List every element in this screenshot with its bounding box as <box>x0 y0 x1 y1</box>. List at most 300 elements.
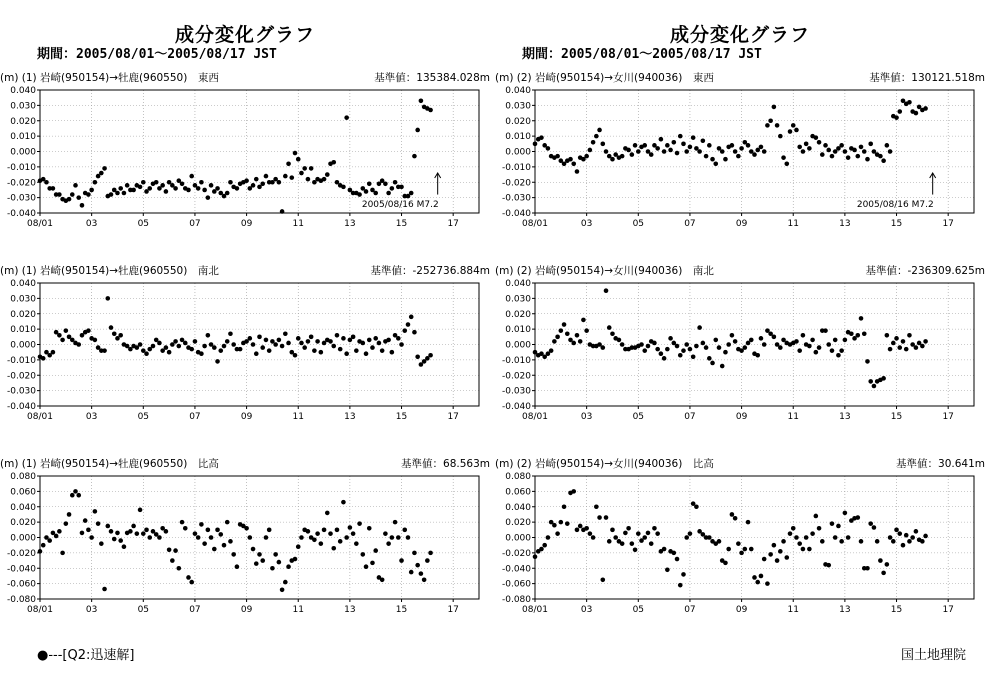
data-point <box>571 489 576 494</box>
data-point <box>730 333 735 338</box>
data-point <box>406 535 411 540</box>
data-point <box>642 535 647 540</box>
data-point <box>684 535 689 540</box>
data-point <box>93 180 98 185</box>
y-tick-label: -0.020 <box>6 548 36 559</box>
data-point <box>797 348 802 353</box>
data-point <box>351 335 356 340</box>
data-point <box>280 587 285 592</box>
data-point <box>665 347 670 352</box>
reference-value: 基準値：68.563m <box>401 458 490 470</box>
data-point <box>209 535 214 540</box>
data-point <box>177 566 182 571</box>
data-point <box>383 181 388 186</box>
data-point <box>836 524 841 529</box>
data-point <box>131 524 136 529</box>
data-point <box>415 128 420 133</box>
x-tick-label: 05 <box>632 219 645 229</box>
y-tick-label: -0.010 <box>501 355 531 366</box>
data-point <box>86 528 91 533</box>
data-point <box>678 353 683 358</box>
data-point <box>888 535 893 540</box>
data-point <box>251 183 256 188</box>
data-point <box>183 526 188 531</box>
data-point <box>733 339 738 344</box>
data-point <box>881 158 886 163</box>
data-point <box>415 563 420 568</box>
data-point <box>105 296 110 301</box>
y-tick-label: -0.010 <box>501 162 531 173</box>
data-point <box>370 561 375 566</box>
x-tick-label: 15 <box>890 412 903 422</box>
x-tick-label: 13 <box>344 605 356 615</box>
data-point <box>399 558 404 563</box>
data-point <box>675 344 680 349</box>
data-point <box>797 145 802 150</box>
data-point <box>826 563 831 568</box>
data-point <box>225 520 230 525</box>
x-tick-label: 07 <box>189 412 201 422</box>
data-point <box>64 521 69 526</box>
data-point <box>591 140 596 145</box>
data-point <box>283 174 288 179</box>
data-point <box>555 335 560 340</box>
data-point <box>419 98 424 103</box>
data-point <box>597 128 602 133</box>
data-point <box>878 558 883 563</box>
data-point <box>341 500 346 505</box>
data-point <box>555 531 560 536</box>
data-point <box>594 504 599 509</box>
data-point <box>390 350 395 355</box>
data-point <box>164 529 169 534</box>
data-point <box>907 333 912 338</box>
data-point <box>215 359 220 364</box>
data-point <box>386 338 391 343</box>
data-point <box>212 547 217 552</box>
data-point <box>351 531 356 536</box>
data-point <box>251 342 256 347</box>
data-point <box>833 338 838 343</box>
data-point <box>581 318 586 323</box>
data-point <box>920 539 925 544</box>
data-point <box>189 174 194 179</box>
data-point <box>752 152 757 157</box>
data-point <box>584 526 589 531</box>
data-point <box>597 515 602 520</box>
data-point <box>277 338 282 343</box>
data-point <box>280 209 285 214</box>
data-point <box>772 105 777 110</box>
data-point <box>373 336 378 341</box>
data-point <box>668 336 673 341</box>
x-tick-label: 03 <box>580 605 593 615</box>
data-point <box>855 333 860 338</box>
y-tick-label: 0.020 <box>10 518 36 529</box>
x-tick-label: 17 <box>942 219 954 229</box>
data-point <box>70 493 75 498</box>
data-point <box>762 149 767 154</box>
data-point <box>620 154 625 159</box>
data-point <box>730 143 735 148</box>
data-point <box>697 149 702 154</box>
data-point <box>600 577 605 582</box>
y-tick-label: 0.000 <box>10 340 36 351</box>
y-tick-label: -0.040 <box>6 209 36 219</box>
data-point <box>681 348 686 353</box>
data-point <box>357 521 362 526</box>
data-point <box>102 348 107 353</box>
data-point <box>99 541 104 546</box>
data-point <box>60 551 65 556</box>
y-tick-label: 0.000 <box>505 533 531 544</box>
data-point <box>775 558 780 563</box>
data-point <box>768 118 773 123</box>
data-point <box>293 353 298 358</box>
data-point <box>244 526 249 531</box>
data-point <box>630 541 635 546</box>
x-tick-label: 08/01 <box>522 605 548 615</box>
data-point <box>419 571 424 576</box>
data-point <box>588 148 593 153</box>
x-tick-label: 17 <box>447 412 459 422</box>
data-point <box>202 188 207 193</box>
data-point <box>254 561 259 566</box>
data-point <box>749 338 754 343</box>
data-point <box>746 143 751 148</box>
data-point <box>331 546 336 551</box>
data-point <box>141 531 146 536</box>
data-point <box>199 180 204 185</box>
y-tick-label: 0.010 <box>505 132 531 143</box>
data-point <box>367 526 372 531</box>
data-point <box>173 339 178 344</box>
data-point <box>914 529 919 534</box>
data-point <box>665 143 670 148</box>
data-point <box>691 135 696 140</box>
data-point <box>47 538 52 543</box>
data-point <box>115 191 120 196</box>
x-tick-label: 03 <box>85 219 98 229</box>
data-point <box>51 186 56 191</box>
data-point <box>122 191 127 196</box>
data-point <box>322 528 327 533</box>
y-tick-label: 0.000 <box>505 147 531 158</box>
x-tick-label: 11 <box>292 219 304 229</box>
x-tick-label: 13 <box>839 412 851 422</box>
data-point <box>781 539 786 544</box>
data-point <box>707 143 712 148</box>
x-tick-label: 05 <box>137 219 150 229</box>
data-point <box>865 566 870 571</box>
data-point <box>341 336 346 341</box>
panel-l1 <box>0 70 490 240</box>
data-point <box>568 157 573 162</box>
data-point <box>784 555 789 560</box>
x-tick-label: 08/01 <box>27 605 53 615</box>
data-point <box>64 328 69 333</box>
data-point <box>894 336 899 341</box>
data-point <box>539 135 544 140</box>
x-tick-label: 09 <box>735 605 748 615</box>
x-tick-label: 07 <box>684 605 696 615</box>
data-point <box>344 115 349 120</box>
data-point <box>549 348 554 353</box>
data-point <box>726 547 731 552</box>
data-point <box>765 581 770 586</box>
data-point <box>118 333 123 338</box>
data-point <box>73 183 78 188</box>
data-point <box>759 574 764 579</box>
data-point <box>73 489 78 494</box>
data-point <box>778 549 783 554</box>
data-point <box>41 543 46 548</box>
x-tick-label: 09 <box>240 412 253 422</box>
data-point <box>881 571 886 576</box>
data-point <box>254 177 259 182</box>
data-point <box>652 341 657 346</box>
data-point <box>852 148 857 153</box>
data-point <box>306 177 311 182</box>
data-point <box>202 344 207 349</box>
data-point <box>173 548 178 553</box>
data-point <box>57 192 62 197</box>
data-point <box>302 345 307 350</box>
left-column <box>0 0 490 640</box>
data-point <box>591 535 596 540</box>
data-point <box>684 149 689 154</box>
y-tick-label: -0.040 <box>501 564 531 575</box>
data-point <box>257 335 262 340</box>
scatter-plot-r2 <box>495 279 985 444</box>
data-point <box>678 583 683 588</box>
data-point <box>659 137 664 142</box>
data-point <box>907 539 912 544</box>
data-point <box>552 339 557 344</box>
x-tick-label: 15 <box>395 605 408 615</box>
x-tick-label: 07 <box>684 219 696 229</box>
x-tick-label: 11 <box>787 605 799 615</box>
data-point <box>189 347 194 352</box>
data-point <box>248 336 253 341</box>
data-point <box>102 166 107 171</box>
data-point <box>626 148 631 153</box>
data-point <box>138 508 143 513</box>
data-point <box>891 341 896 346</box>
x-tick-label: 17 <box>447 605 459 615</box>
panel-title: (m) (1) 岩崎(950154)→牡鹿(960550) 比高 <box>0 458 219 470</box>
data-point <box>215 528 220 533</box>
data-point <box>801 333 806 338</box>
panel-r1 <box>495 70 985 240</box>
data-point <box>70 192 75 197</box>
y-tick-label: 0.000 <box>505 340 531 351</box>
data-point <box>157 535 162 540</box>
data-point <box>559 520 564 525</box>
data-point <box>315 339 320 344</box>
data-point <box>768 552 773 557</box>
data-point <box>402 328 407 333</box>
data-point <box>76 342 81 347</box>
data-point <box>364 189 369 194</box>
x-tick-label: 11 <box>292 412 304 422</box>
legend-text: ●---[Q2:迅速解] <box>37 648 135 663</box>
data-point <box>325 172 330 177</box>
data-point <box>807 344 812 349</box>
data-point <box>891 539 896 544</box>
data-point <box>164 189 169 194</box>
data-point <box>814 514 819 519</box>
data-point <box>225 191 230 196</box>
data-point <box>755 580 760 585</box>
data-point <box>600 142 605 147</box>
data-point <box>428 551 433 556</box>
data-point <box>620 541 625 546</box>
data-point <box>720 364 725 369</box>
data-point <box>910 535 915 540</box>
data-point <box>791 123 796 128</box>
data-point <box>830 348 835 353</box>
x-tick-label: 09 <box>240 219 253 229</box>
data-point <box>425 558 430 563</box>
data-point <box>354 541 359 546</box>
data-point <box>186 188 191 193</box>
data-point <box>826 342 831 347</box>
data-point <box>904 533 909 538</box>
data-point <box>57 333 62 338</box>
y-tick-label: -0.010 <box>6 355 36 366</box>
chart-sheet-title: 成分変化グラフ <box>174 24 315 46</box>
data-point <box>138 342 143 347</box>
reference-value: 基準値：-236309.625m <box>865 265 985 277</box>
data-point <box>794 339 799 344</box>
data-point <box>112 537 117 542</box>
y-tick-label: -0.030 <box>501 386 531 397</box>
y-tick-label: 0.040 <box>10 279 36 289</box>
data-point <box>131 188 136 193</box>
data-point <box>914 111 919 116</box>
data-point <box>739 146 744 151</box>
data-point <box>302 166 307 171</box>
x-tick-label: 13 <box>839 605 851 615</box>
data-point <box>364 564 369 569</box>
y-tick-label: 0.000 <box>10 533 36 544</box>
data-point <box>642 143 647 148</box>
data-point <box>228 331 233 336</box>
data-point <box>865 359 870 364</box>
x-tick-label: 15 <box>890 219 903 229</box>
data-point <box>578 524 583 529</box>
data-point <box>328 339 333 344</box>
data-point <box>264 174 269 179</box>
data-point <box>277 180 282 185</box>
data-point <box>717 539 722 544</box>
data-point <box>364 351 369 356</box>
data-point <box>723 157 728 162</box>
data-point <box>897 345 902 350</box>
y-tick-label: -0.020 <box>501 371 531 382</box>
y-tick-label: -0.040 <box>501 209 531 219</box>
data-point <box>99 171 104 176</box>
data-point <box>649 541 654 546</box>
data-point <box>86 328 91 333</box>
data-point <box>575 333 580 338</box>
data-point <box>260 345 265 350</box>
data-point <box>147 186 152 191</box>
data-point <box>322 177 327 182</box>
data-point <box>251 547 256 552</box>
data-point <box>296 157 301 162</box>
data-point <box>681 142 686 147</box>
data-point <box>218 532 223 537</box>
data-point <box>86 192 91 197</box>
data-point <box>533 554 538 559</box>
data-point <box>604 515 609 520</box>
panel-l3 <box>0 456 490 626</box>
data-point <box>778 345 783 350</box>
data-point <box>235 564 240 569</box>
data-point <box>422 577 427 582</box>
data-point <box>57 529 62 534</box>
x-tick-label: 15 <box>395 219 408 229</box>
data-point <box>843 338 848 343</box>
data-point <box>810 531 815 536</box>
data-point <box>565 521 570 526</box>
data-point <box>672 140 677 145</box>
data-point <box>406 322 411 327</box>
data-point <box>396 336 401 341</box>
data-point <box>784 162 789 167</box>
data-point <box>206 528 211 533</box>
x-tick-label: 17 <box>447 219 459 229</box>
data-point <box>331 160 336 165</box>
data-point <box>293 557 298 562</box>
data-point <box>299 171 304 176</box>
data-point <box>701 138 706 143</box>
data-point <box>273 342 278 347</box>
data-point <box>341 185 346 190</box>
data-point <box>215 186 220 191</box>
data-point <box>396 535 401 540</box>
data-point <box>51 350 56 355</box>
data-point <box>309 166 314 171</box>
data-point <box>109 325 114 330</box>
x-tick-label: 05 <box>137 412 150 422</box>
data-point <box>105 524 110 529</box>
data-point <box>907 100 912 105</box>
data-point <box>299 341 304 346</box>
data-point <box>923 339 928 344</box>
data-point <box>672 551 677 556</box>
data-point <box>283 580 288 585</box>
data-point <box>386 191 391 196</box>
data-point <box>652 526 657 531</box>
x-tick-label: 05 <box>137 605 150 615</box>
data-point <box>814 350 819 355</box>
data-point <box>138 185 143 190</box>
panel-title: (m) (1) 岩崎(950154)→牡鹿(960550) 東西 <box>0 72 219 84</box>
data-point <box>212 345 217 350</box>
data-point <box>186 575 191 580</box>
data-point <box>367 181 372 186</box>
data-point <box>701 341 706 346</box>
reference-value: 基準値：130121.518m <box>869 72 985 84</box>
data-point <box>704 345 709 350</box>
data-point <box>231 552 236 557</box>
y-tick-label: 0.060 <box>505 487 531 498</box>
reference-value: 基準値：-252736.884m <box>370 265 490 277</box>
data-point <box>752 575 757 580</box>
